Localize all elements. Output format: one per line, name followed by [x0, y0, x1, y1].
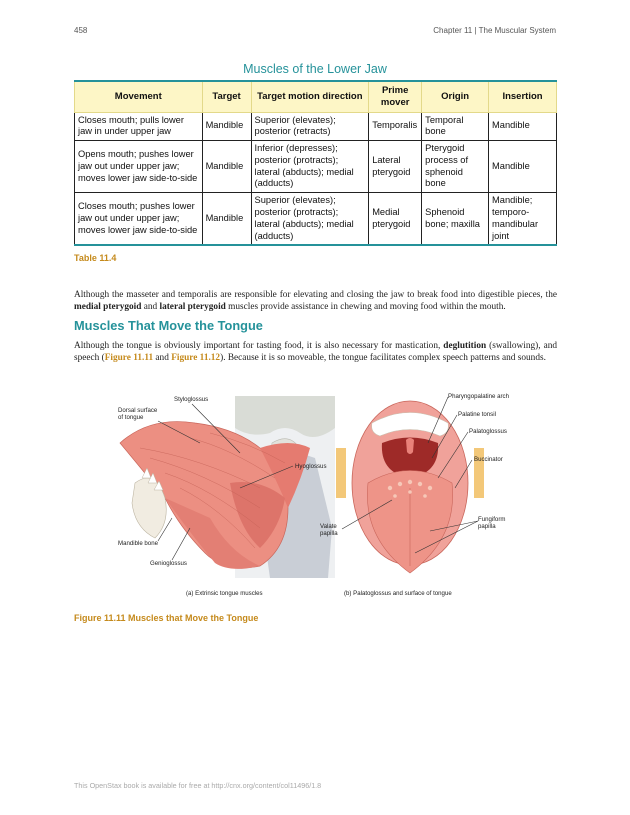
tongue-figure [110, 388, 520, 603]
figure-caption: Figure 11.11 Muscles that Move the Tongue [74, 613, 259, 623]
label-genioglossus: Genioglossus [150, 560, 187, 567]
label-line: Dorsal surface [118, 407, 158, 414]
figure-link-11-11[interactable]: Figure 11.11 [104, 353, 154, 364]
label-pharyngopalatine-arch: Pharyngopalatine arch [448, 393, 509, 400]
label-line: Valate [320, 523, 337, 530]
table-row [75, 112, 557, 141]
text-run: Although the masseter and temporalis are responsible for elevating and closing the jaw to break food into digestible pieces, the [74, 290, 557, 300]
term-lateral-pterygoid: lateral pterygoid [159, 302, 226, 313]
label-buccinator: Buccinator [474, 456, 503, 463]
column-header: Target motion direction [251, 81, 369, 112]
text-run: and [141, 302, 160, 313]
label-line: of tongue [118, 414, 144, 421]
label-valate-papilla [320, 523, 338, 537]
subcaption-a: (a) Extrinsic tongue muscles [186, 590, 263, 597]
column-header: Origin [422, 81, 489, 112]
table-cell: Mandible [489, 141, 557, 193]
table-cell: Temporal bone [422, 112, 489, 141]
chapter-title: Chapter 11 | The Muscular System [433, 26, 556, 35]
running-head [74, 26, 556, 38]
subcaption-b: (b) Palatoglossus and surface of tongue [344, 590, 452, 597]
table-row [75, 193, 557, 246]
label-palatine-tonsil: Palatine tonsil [458, 411, 496, 418]
term-deglutition: deglutition [443, 341, 487, 351]
table-header-row [75, 81, 557, 112]
label-styloglossus: Styloglossus [174, 396, 209, 403]
label-fungiform-papilla [478, 516, 505, 530]
table-cell: Mandible [202, 112, 251, 141]
table-cell: Pterygoid process of sphenoid bone [422, 141, 489, 193]
footer-note: This OpenStax book is available for free at http://cnx.org/content/col11496/1.8 [74, 781, 322, 790]
text-run: muscles provide assistance in chewing and moving food within the mouth. [225, 302, 506, 313]
text-run: ). Because it is so moveable, the tongue facilitates complex speech patterns and sounds. [220, 353, 546, 364]
paragraph-pterygoid [74, 289, 557, 314]
label-line: papilla [478, 523, 496, 530]
text-run: and [153, 353, 172, 364]
label-line: Fungiform [478, 516, 506, 523]
label-hyoglossus: Hyoglossus [295, 463, 327, 470]
section-heading: Muscles That Move the Tongue [74, 318, 263, 333]
table-cell: Medial pterygoid [369, 193, 422, 246]
column-header: Target [202, 81, 251, 112]
term-medial-pterygoid: medial pterygoid [74, 302, 142, 313]
table-caption: Table 11.4 [74, 253, 117, 263]
table-row [75, 141, 557, 193]
table-cell: Mandible; temporo-mandibular joint [489, 193, 557, 246]
table-cell: Lateral pterygoid [369, 141, 422, 193]
table-cell: Sphenoid bone; maxilla [422, 193, 489, 246]
table-cell: Closes mouth; pushes lower jaw out under upper jaw; moves lower jaw side-to-side [75, 193, 203, 246]
table-cell: Mandible [489, 112, 557, 141]
uvula [406, 438, 414, 454]
table-cell: Superior (elevates); posterior (retracts) [251, 112, 369, 141]
cheek-fat-left [336, 448, 346, 498]
label-mandible-bone: Mandible bone [118, 540, 158, 547]
column-header: Insertion [489, 81, 557, 112]
column-header: Movement [75, 81, 203, 112]
table-cell: Mandible [202, 141, 251, 193]
table-cell: Superior (elevates); posterior (protracts); lateral (abducts); medial (adducts) [251, 193, 369, 246]
figure-link-11-12[interactable]: Figure 11.12 [171, 353, 221, 364]
tongue-illustration [110, 388, 520, 603]
label-line: papilla [320, 530, 338, 537]
column-header: Prime mover [369, 81, 422, 112]
text-run: Although the tongue is obviously important for tasting food, it is also necessary for mastication, [74, 341, 444, 351]
table-title: Muscles of the Lower Jaw [243, 62, 387, 76]
label-dorsal-surface [118, 407, 157, 421]
page-number: 458 [74, 26, 88, 35]
table-cell: Opens mouth; pushes lower jaw out under upper jaw; moves lower jaw side-to-side [75, 141, 203, 193]
label-palatoglossus: Palatoglossus [469, 428, 507, 435]
text-run: (swallowing), and speech ( [74, 341, 557, 364]
table-cell: Closes mouth; pulls lower jaw in under upper jaw [75, 112, 203, 141]
muscles-table [74, 80, 557, 246]
paragraph-tongue [74, 340, 557, 365]
table-cell: Mandible [202, 193, 251, 246]
table-cell: Temporalis [369, 112, 422, 141]
table-cell: Inferior (depresses); posterior (protracts); lateral (abducts); medial (adducts) [251, 141, 369, 193]
